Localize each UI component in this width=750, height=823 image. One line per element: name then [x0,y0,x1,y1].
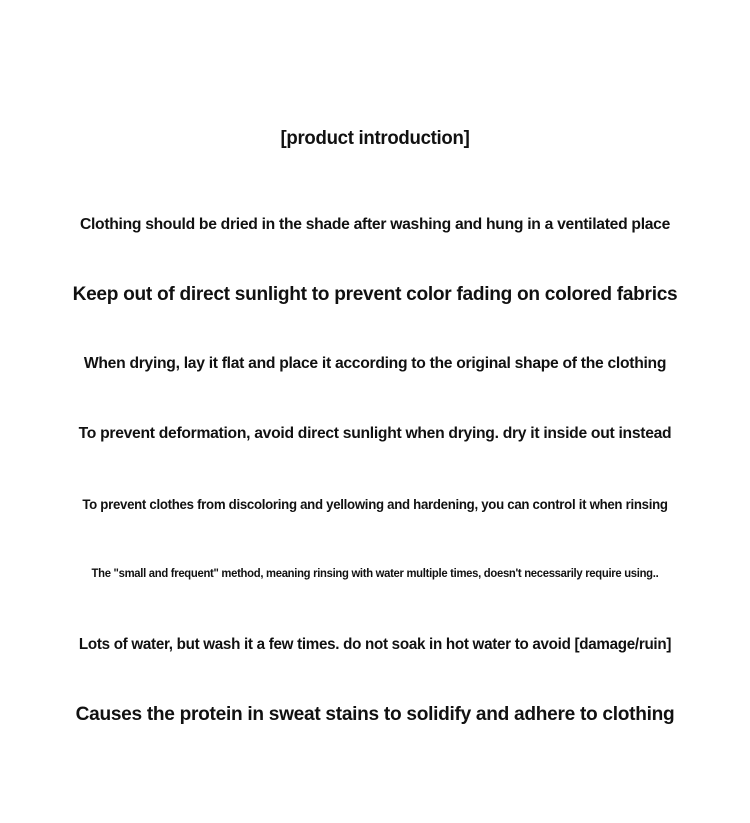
page-title: [product introduction] [280,128,470,149]
care-instruction-line-3: When drying, lay it flat and place it according to the original shape of the clothing [83,355,667,372]
care-instruction-line-1: Clothing should be dried in the shade after washing and hung in a ventilated place [79,216,671,233]
care-instruction-line-8: Causes the protein in sweat stains to solidify and adhere to clothing [75,703,675,725]
care-instruction-line-2: Keep out of direct sunlight to prevent color fading on colored fabrics [72,283,678,305]
care-instruction-line-6: The "small and frequent" method, meaning rinsing with water multiple times, doesn't necessarily require using.. [91,568,659,580]
care-instruction-line-7: Lots of water, but wash it a few times. do not soak in hot water to avoid [damage/ruin] [78,636,672,653]
care-instruction-line-5: To prevent clothes from discoloring and yellowing and hardening, you can control it when rinsing [82,497,668,512]
care-instruction-line-4: To prevent deformation, avoid direct sunlight when drying. dry it inside out instead [78,425,672,442]
